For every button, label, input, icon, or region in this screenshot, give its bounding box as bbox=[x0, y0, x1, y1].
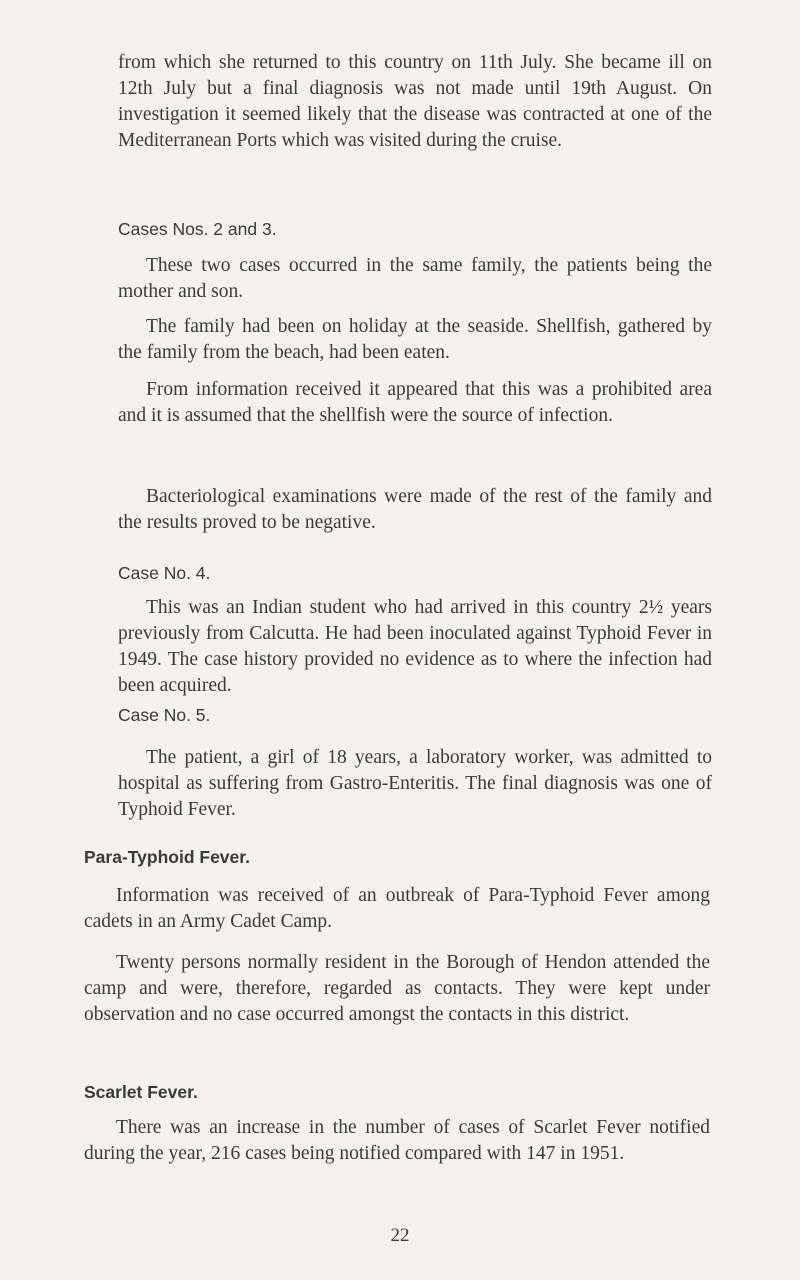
paragraph-cases-2-3-bacteriological: Bacteriological examinations were made of the rest of the family and the results proved to be negative. bbox=[118, 486, 712, 533]
heading-case-4: Case No. 4. bbox=[118, 563, 211, 583]
heading-cases-2-and-3: Cases Nos. 2 and 3. bbox=[118, 219, 277, 239]
paragraph-cases-2-3-information: From information received it appeared that this was a prohibited area and it is assumed that the shellfish were the source of infection. bbox=[118, 379, 712, 426]
heading-case-5: Case No. 5. bbox=[118, 705, 211, 725]
paragraph-cases-2-3-family: These two cases occurred in the same family, the patients being the mother and son. bbox=[118, 255, 712, 302]
paragraph-case-4: This was an Indian student who had arrived in this country 2½ years previously from Calcutta. He had been inoculated against Typhoid Fever in 1949. The case history provided no evidence as to where the infection had been acquired. bbox=[118, 597, 712, 696]
paragraph-para-typhoid-outbreak: Information was received of an outbreak of Para-Typhoid Fever among cadets in an Army Cadet Camp. bbox=[84, 885, 710, 932]
heading-scarlet-fever: Scarlet Fever. bbox=[84, 1082, 198, 1102]
intro-paragraph: from which she returned to this country on 11th July. She became ill on 12th July but a final diagnosis was not made until 19th August. On investigation it seemed likely that the disease was contracted at one of the Mediterranean Ports which was visited during the cruise. bbox=[118, 52, 712, 151]
heading-para-typhoid-fever: Para-Typhoid Fever. bbox=[84, 847, 250, 867]
paragraph-cases-2-3-holiday: The family had been on holiday at the seaside. Shellfish, gathered by the family from the beach, had been eaten. bbox=[118, 316, 712, 363]
page-number: 22 bbox=[390, 1225, 410, 1246]
paragraph-para-typhoid-contacts: Twenty persons normally resident in the Borough of Hendon attended the camp and were, therefore, regarded as contacts. They were kept under observation and no case occurred amongst the contacts in this district. bbox=[84, 952, 710, 1025]
paragraph-case-5: The patient, a girl of 18 years, a laboratory worker, was admitted to hospital as suffering from Gastro-Enteritis. The final diagnosis was one of Typhoid Fever. bbox=[118, 747, 712, 820]
paragraph-scarlet-fever: There was an increase in the number of cases of Scarlet Fever notified during the year, 216 cases being notified compared with 147 in 1951. bbox=[84, 1117, 710, 1164]
